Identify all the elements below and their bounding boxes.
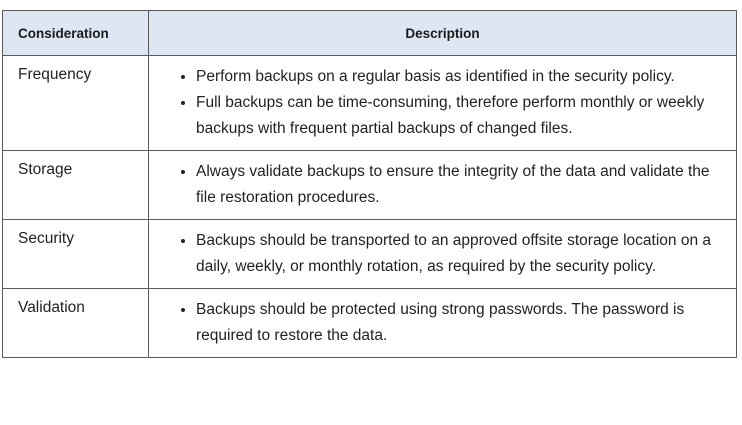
description-cell xyxy=(149,220,737,289)
bullet-item: • Backups should be protected using strong passwords. The password is required to restore the data. xyxy=(196,297,726,349)
bullet-item: • Full backups can be time-consuming, therefore perform monthly or weekly backups with frequent partial backups of changed files. xyxy=(196,90,726,142)
consideration-cell: Frequency xyxy=(3,56,149,151)
consideration-cell: Validation xyxy=(3,289,149,358)
header-consideration: Consideration xyxy=(3,11,149,56)
description-cell xyxy=(149,289,737,358)
consideration-cell: Storage xyxy=(3,151,149,220)
bullet-item: • Backups should be transported to an approved offsite storage location on a daily, weekly, or monthly rotation, as required by the security policy. xyxy=(196,228,726,280)
bullet-item: • Always validate backups to ensure the integrity of the data and validate the file restoration procedures. xyxy=(196,159,726,211)
backup-considerations-table xyxy=(2,10,737,358)
bullet-item: • Perform backups on a regular basis as identified in the security policy. xyxy=(196,64,726,90)
description-cell xyxy=(149,151,737,220)
bullet-list xyxy=(182,297,726,349)
bullet-list xyxy=(182,159,726,211)
table-header-row xyxy=(3,11,737,56)
description-cell xyxy=(149,56,737,151)
table-row-frequency xyxy=(3,56,737,151)
table-row-security xyxy=(3,220,737,289)
bullet-list xyxy=(182,228,726,280)
bullet-list xyxy=(182,64,726,142)
table-row-validation xyxy=(3,289,737,358)
header-description: Description xyxy=(149,11,737,56)
consideration-cell: Security xyxy=(3,220,149,289)
table-row-storage xyxy=(3,151,737,220)
